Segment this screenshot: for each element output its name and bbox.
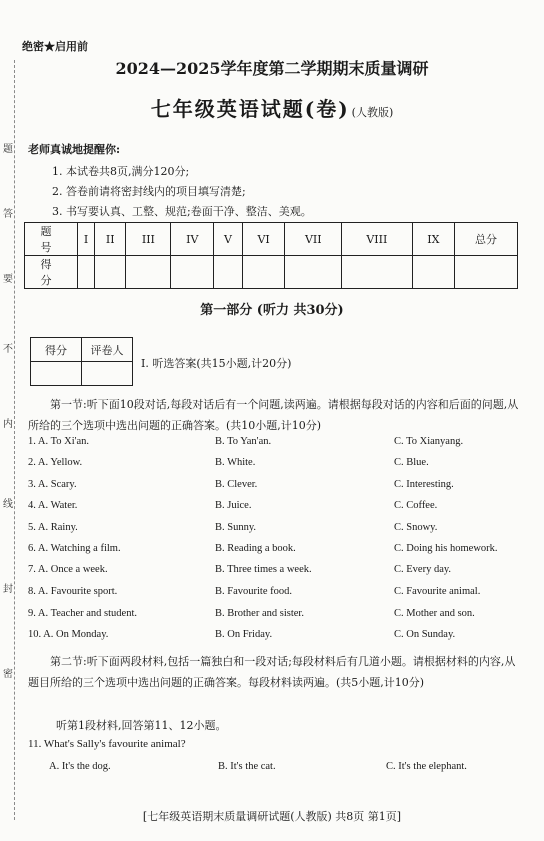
option-a[interactable]: 2. A. Yellow. bbox=[28, 457, 83, 468]
margin-char: 内 bbox=[3, 419, 13, 430]
option-a[interactable]: A. It's the dog. bbox=[49, 761, 111, 772]
margin-char: 密 bbox=[3, 669, 13, 680]
score-col-header: V bbox=[214, 223, 243, 256]
exam-subject-title: 七年级英语试题(卷) bbox=[150, 97, 350, 121]
score-col-header: III bbox=[126, 223, 171, 256]
grader-score-label: 得分 bbox=[31, 338, 82, 362]
option-b[interactable]: B. To Yan'an. bbox=[215, 436, 272, 447]
section1-instructions: 第一节:听下面10段对话,每段对话后有一个问题,读两遍。请根据每段对话的内容和后面的问题,从所给的三个选项中选出问题的正确答案。(共10小题,计10分) bbox=[28, 398, 519, 432]
question-stem: 11. What's Sally's favourite animal? bbox=[28, 738, 186, 750]
margin-char: 要 bbox=[3, 274, 13, 285]
option-b[interactable]: B. Clever. bbox=[215, 479, 258, 490]
margin-char: 封 bbox=[3, 584, 13, 595]
option-c[interactable]: C. On Sunday. bbox=[394, 629, 456, 640]
notice-item: 1. 本试卷共8页,满分120分; bbox=[52, 165, 190, 178]
notice-item: 3. 书写要认真、工整、规范;卷面干净、整洁、美观。 bbox=[52, 205, 312, 218]
score-col-header: VI bbox=[242, 223, 285, 256]
option-a[interactable]: 3. A. Scary. bbox=[28, 479, 77, 490]
section2-instructions: 第二节:听下面两段材料,包括一篇独白和一段对话;每段材料后有几道小题。请根据材料的内容,从题目所给的三个选项中选出问题的正确答案。每段材料读两遍。(共5小题,计10分) bbox=[28, 655, 516, 689]
option-a[interactable]: 9. A. Teacher and student. bbox=[28, 608, 137, 619]
grader-score-cell[interactable] bbox=[31, 362, 82, 386]
option-c[interactable]: C. Every day. bbox=[394, 564, 452, 575]
score-col-header: I bbox=[78, 223, 95, 256]
margin-char: 线 bbox=[3, 499, 13, 510]
score-cell[interactable] bbox=[95, 256, 126, 289]
option-a[interactable]: 8. A. Favourite sport. bbox=[28, 586, 118, 597]
score-cell[interactable] bbox=[214, 256, 243, 289]
score-cell[interactable] bbox=[126, 256, 171, 289]
score-table-header-row bbox=[25, 223, 518, 256]
exam-edition: (人教版) bbox=[351, 106, 394, 119]
part-title: 第一部分 (听力 共30分) bbox=[200, 303, 344, 318]
option-a[interactable]: 6. A. Watching a film. bbox=[28, 543, 121, 554]
section1-title: I. 听选答案(共15小题,计20分) bbox=[141, 357, 292, 370]
option-c[interactable]: C. Coffee. bbox=[394, 500, 438, 511]
option-c[interactable]: C. Snowy. bbox=[394, 522, 438, 533]
score-col-header: IV bbox=[171, 223, 214, 256]
option-b[interactable]: B. Sunny. bbox=[215, 522, 257, 533]
option-c[interactable]: C. Doing his homework. bbox=[394, 543, 498, 554]
grader-name-cell[interactable] bbox=[82, 362, 133, 386]
grader-name-label: 评卷人 bbox=[82, 338, 133, 362]
score-col-header: IX bbox=[412, 223, 454, 256]
score-table bbox=[24, 222, 518, 289]
margin-char: 题 bbox=[3, 144, 13, 155]
option-c[interactable]: C. Interesting. bbox=[394, 479, 454, 490]
margin-char: 不 bbox=[3, 344, 13, 355]
option-b[interactable]: B. Favourite food. bbox=[215, 586, 292, 597]
score-row-label: 题 号 bbox=[25, 223, 78, 256]
score-cell[interactable] bbox=[78, 256, 95, 289]
option-b[interactable]: B. Juice. bbox=[215, 500, 252, 511]
option-b[interactable]: B. Brother and sister. bbox=[215, 608, 304, 619]
option-c[interactable]: C. To Xianyang. bbox=[394, 436, 464, 447]
score-row-label: 得 分 bbox=[25, 256, 78, 289]
grader-box bbox=[30, 337, 133, 386]
exam-main-title bbox=[0, 93, 544, 122]
score-cell[interactable] bbox=[171, 256, 214, 289]
option-a[interactable]: 7. A. Once a week. bbox=[28, 564, 108, 575]
score-cell[interactable] bbox=[342, 256, 413, 289]
margin-char: 答 bbox=[3, 209, 13, 220]
option-a[interactable]: 10. A. On Monday. bbox=[28, 629, 109, 640]
score-col-header: VIII bbox=[342, 223, 413, 256]
option-c[interactable]: C. Favourite animal. bbox=[394, 586, 481, 597]
material1-instruction: 听第1段材料,回答第11、12小题。 bbox=[56, 719, 227, 732]
option-b[interactable]: B. Three times a week. bbox=[215, 564, 312, 575]
exam-year-title: 2024—2025学年度第二学期期末质量调研 bbox=[115, 59, 429, 78]
option-a[interactable]: 1. A. To Xi'an. bbox=[28, 436, 90, 447]
notice-item: 2. 答卷前请将密封线内的项目填写清楚; bbox=[52, 185, 246, 198]
option-b[interactable]: B. It's the cat. bbox=[218, 761, 276, 772]
score-cell[interactable] bbox=[285, 256, 342, 289]
option-a[interactable]: 4. A. Water. bbox=[28, 500, 78, 511]
score-col-header: 总分 bbox=[455, 223, 518, 256]
option-c[interactable]: C. Mother and son. bbox=[394, 608, 475, 619]
score-col-header: VII bbox=[285, 223, 342, 256]
score-col-header: II bbox=[95, 223, 126, 256]
seal-line bbox=[14, 60, 15, 820]
score-cell[interactable] bbox=[412, 256, 454, 289]
option-b[interactable]: B. On Friday. bbox=[215, 629, 273, 640]
option-b[interactable]: B. Reading a book. bbox=[215, 543, 296, 554]
notice-heading: 老师真诚地提醒你: bbox=[28, 143, 121, 156]
score-cell[interactable] bbox=[242, 256, 285, 289]
option-a[interactable]: 5. A. Rainy. bbox=[28, 522, 78, 533]
secret-label: 绝密★启用前 bbox=[22, 40, 88, 53]
score-cell[interactable] bbox=[455, 256, 518, 289]
option-b[interactable]: B. White. bbox=[215, 457, 256, 468]
option-c[interactable]: C. It's the elephant. bbox=[386, 761, 467, 772]
option-c[interactable]: C. Blue. bbox=[394, 457, 429, 468]
page-footer: [七年级英语期末质量调研试题(人教版) 共8页 第1页] bbox=[142, 810, 402, 823]
score-table-score-row bbox=[25, 256, 518, 289]
